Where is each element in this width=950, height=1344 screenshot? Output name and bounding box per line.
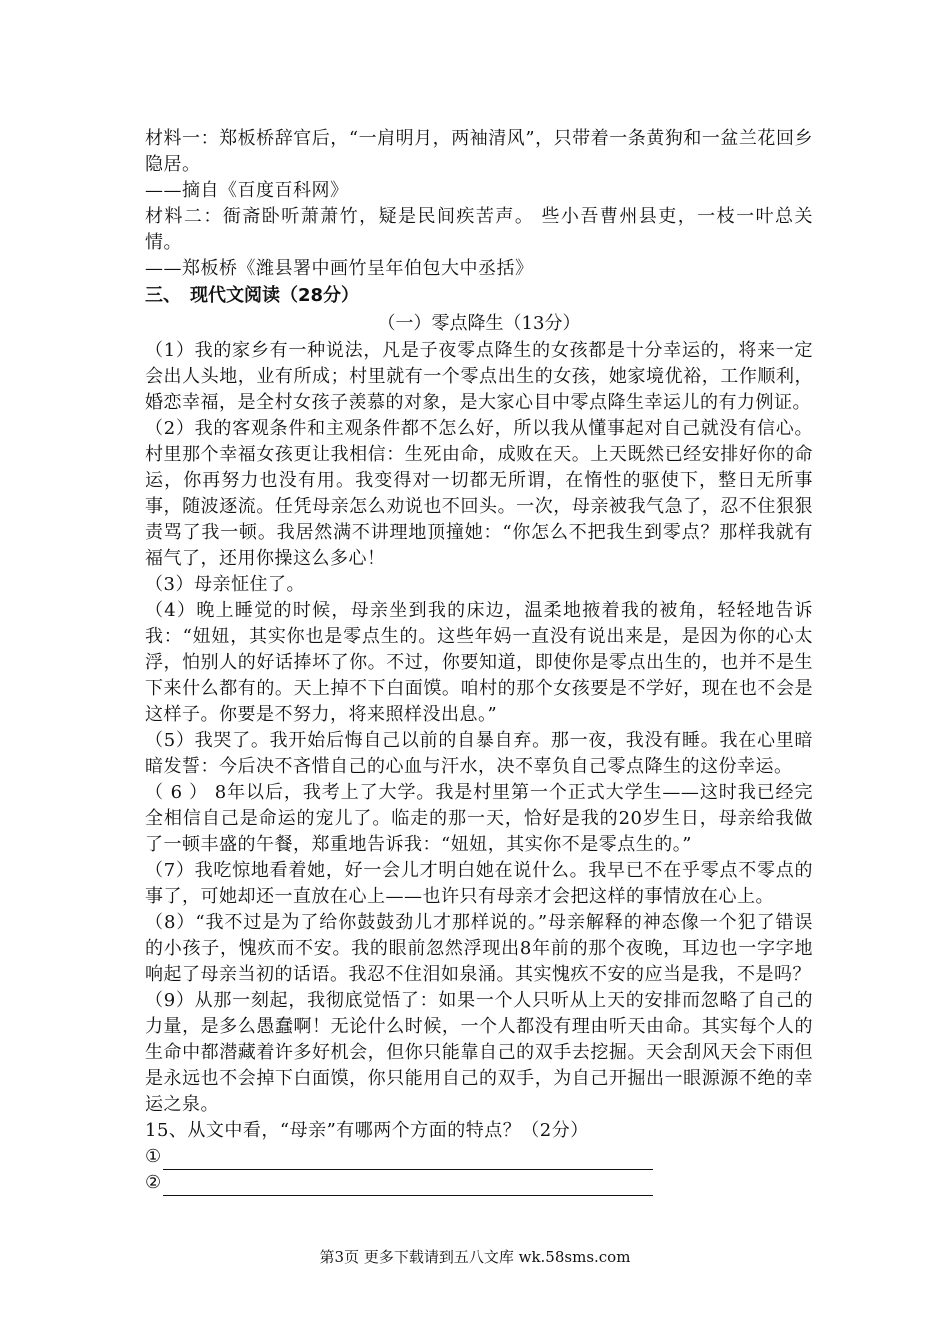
question-15: 15、从文中看，“母亲”有哪两个方面的特点？（2分） (145, 1120, 589, 1141)
answer-marker-2: ② (145, 1172, 162, 1193)
answer-blank-2[interactable] (163, 1175, 653, 1196)
section-heading: 三、 现代文阅读（28分） (145, 285, 360, 306)
paragraph-4: （4）晚上睡觉的时候，母亲坐到我的床边，温柔地掖着我的被角，轻轻地告诉我：“妞妞，其实你也是零点生的。这些年妈一直没有说出来是，是因为你的心太浮，怕别人的好话捧坏了你。不过，你要知道，即使你是零点出生的，也并不是生下来什么都有的。天上掉不下白面馍。咱村的那个女孩要是不学好，现在也不会是这样子。你要是不努力，将来照样没出息。” (145, 600, 813, 725)
page-content (145, 126, 813, 1196)
paragraph-9: （9）从那一刻起，我彻底觉悟了：如果一个人只听从上天的安排而忽略了自己的力量，是多么愚蠢啊！无论什么时候，一个人都没有理由听天由命。其实每个人的生命中都潜藏着许多好机会，但你只能靠自己的双手去挖掘。天会刮风天会下雨但是永远也不会掉下白面馍，你只能用自己的双手，为自己开掘出一眼源源不绝的幸运之泉。 (145, 990, 813, 1115)
material-two-source: ——郑板桥《潍县署中画竹呈年伯包大中丞括》 (145, 258, 534, 279)
material-one: 材料一：郑板桥辞官后，“一肩明月，两袖清风”，只带着一条黄狗和一盆兰花回乡隐居。 (145, 128, 813, 175)
material-one-source: ——摘自《百度百科网》 (145, 180, 349, 201)
story-title: （一）零点降生（13分） (377, 313, 581, 334)
paragraph-2: （2）我的客观条件和主观条件都不怎么好，所以我从懂事起对自己就没有信心。村里那个幸福女孩更让我相信：生死由命，成败在天。上天既然已经安排好你的命运，你再努力也没有用。我变得对一切都无所谓，在惰性的驱使下，整日无所事事，随波逐流。任凭母亲怎么劝说也不回头。一次，母亲被我气急了，忍不住狠狠责骂了我一顿。我居然满不讲理地顶撞她：“你怎么不把我生到零点？那样我就有福气了，还用你操这么多心！ (145, 418, 813, 569)
paragraph-6: （ 6 ） 8年以后，我考上了大学。我是村里第一个正式大学生——这时我已经完全相信自己是命运的宠儿了。临走的那一天，恰好是我的20岁生日，母亲给我做了一顿丰盛的午餐，郑重地告诉我：“妞妞，其实你不是零点生的。” (145, 782, 813, 855)
material-two: 材料二：衙斋卧听萧萧竹，疑是民间疾苦声。 些小吾曹州县吏，一枝一叶总关情。 (145, 206, 813, 253)
paragraph-8: （8）“我不过是为了给你鼓鼓劲儿才那样说的。”母亲解释的神态像一个犯了错误 的小孩子，愧疚而不安。我的眼前忽然浮现出8年前的那个夜晚，耳边也一字字地响起了母亲当初的话语。我忍不住泪如泉涌。其实愧疚不安的应当是我，不是吗？ (145, 912, 813, 985)
answer-line-2[interactable] (145, 1170, 813, 1196)
answer-marker-1: ① (145, 1146, 162, 1167)
answer-blank-1[interactable] (163, 1149, 653, 1170)
paragraph-3: （3）母亲怔住了。 (145, 574, 305, 595)
paragraph-7: （7）我吃惊地看着她，好一会儿才明白她在说什么。我早已不在乎零点不零点的事了，可她却还一直放在心上——也许只有母亲才会把这样的事情放在心上。 (145, 860, 813, 907)
page-footer: 第3页 更多下载请到五八文库 wk.58sms.com (319, 1248, 631, 1266)
answer-line-1[interactable] (145, 1144, 813, 1170)
paragraph-1: （1）我的家乡有一种说法，凡是子夜零点降生的女孩都是十分幸运的，将来一定会出人头地，业有所成；村里就有一个零点出生的女孩，她家境优裕，工作顺利，婚恋幸福，是全村女孩子羡慕的对象，是大家心目中零点降生幸运儿的有力例证。 (145, 340, 813, 413)
paragraph-5: （5）我哭了。我开始后悔自己以前的自暴自弃。那一夜，我没有睡。我在心里暗暗发誓：今后决不吝惜自己的心血与汗水，决不辜负自己零点降生的这份幸运。 (145, 730, 813, 777)
